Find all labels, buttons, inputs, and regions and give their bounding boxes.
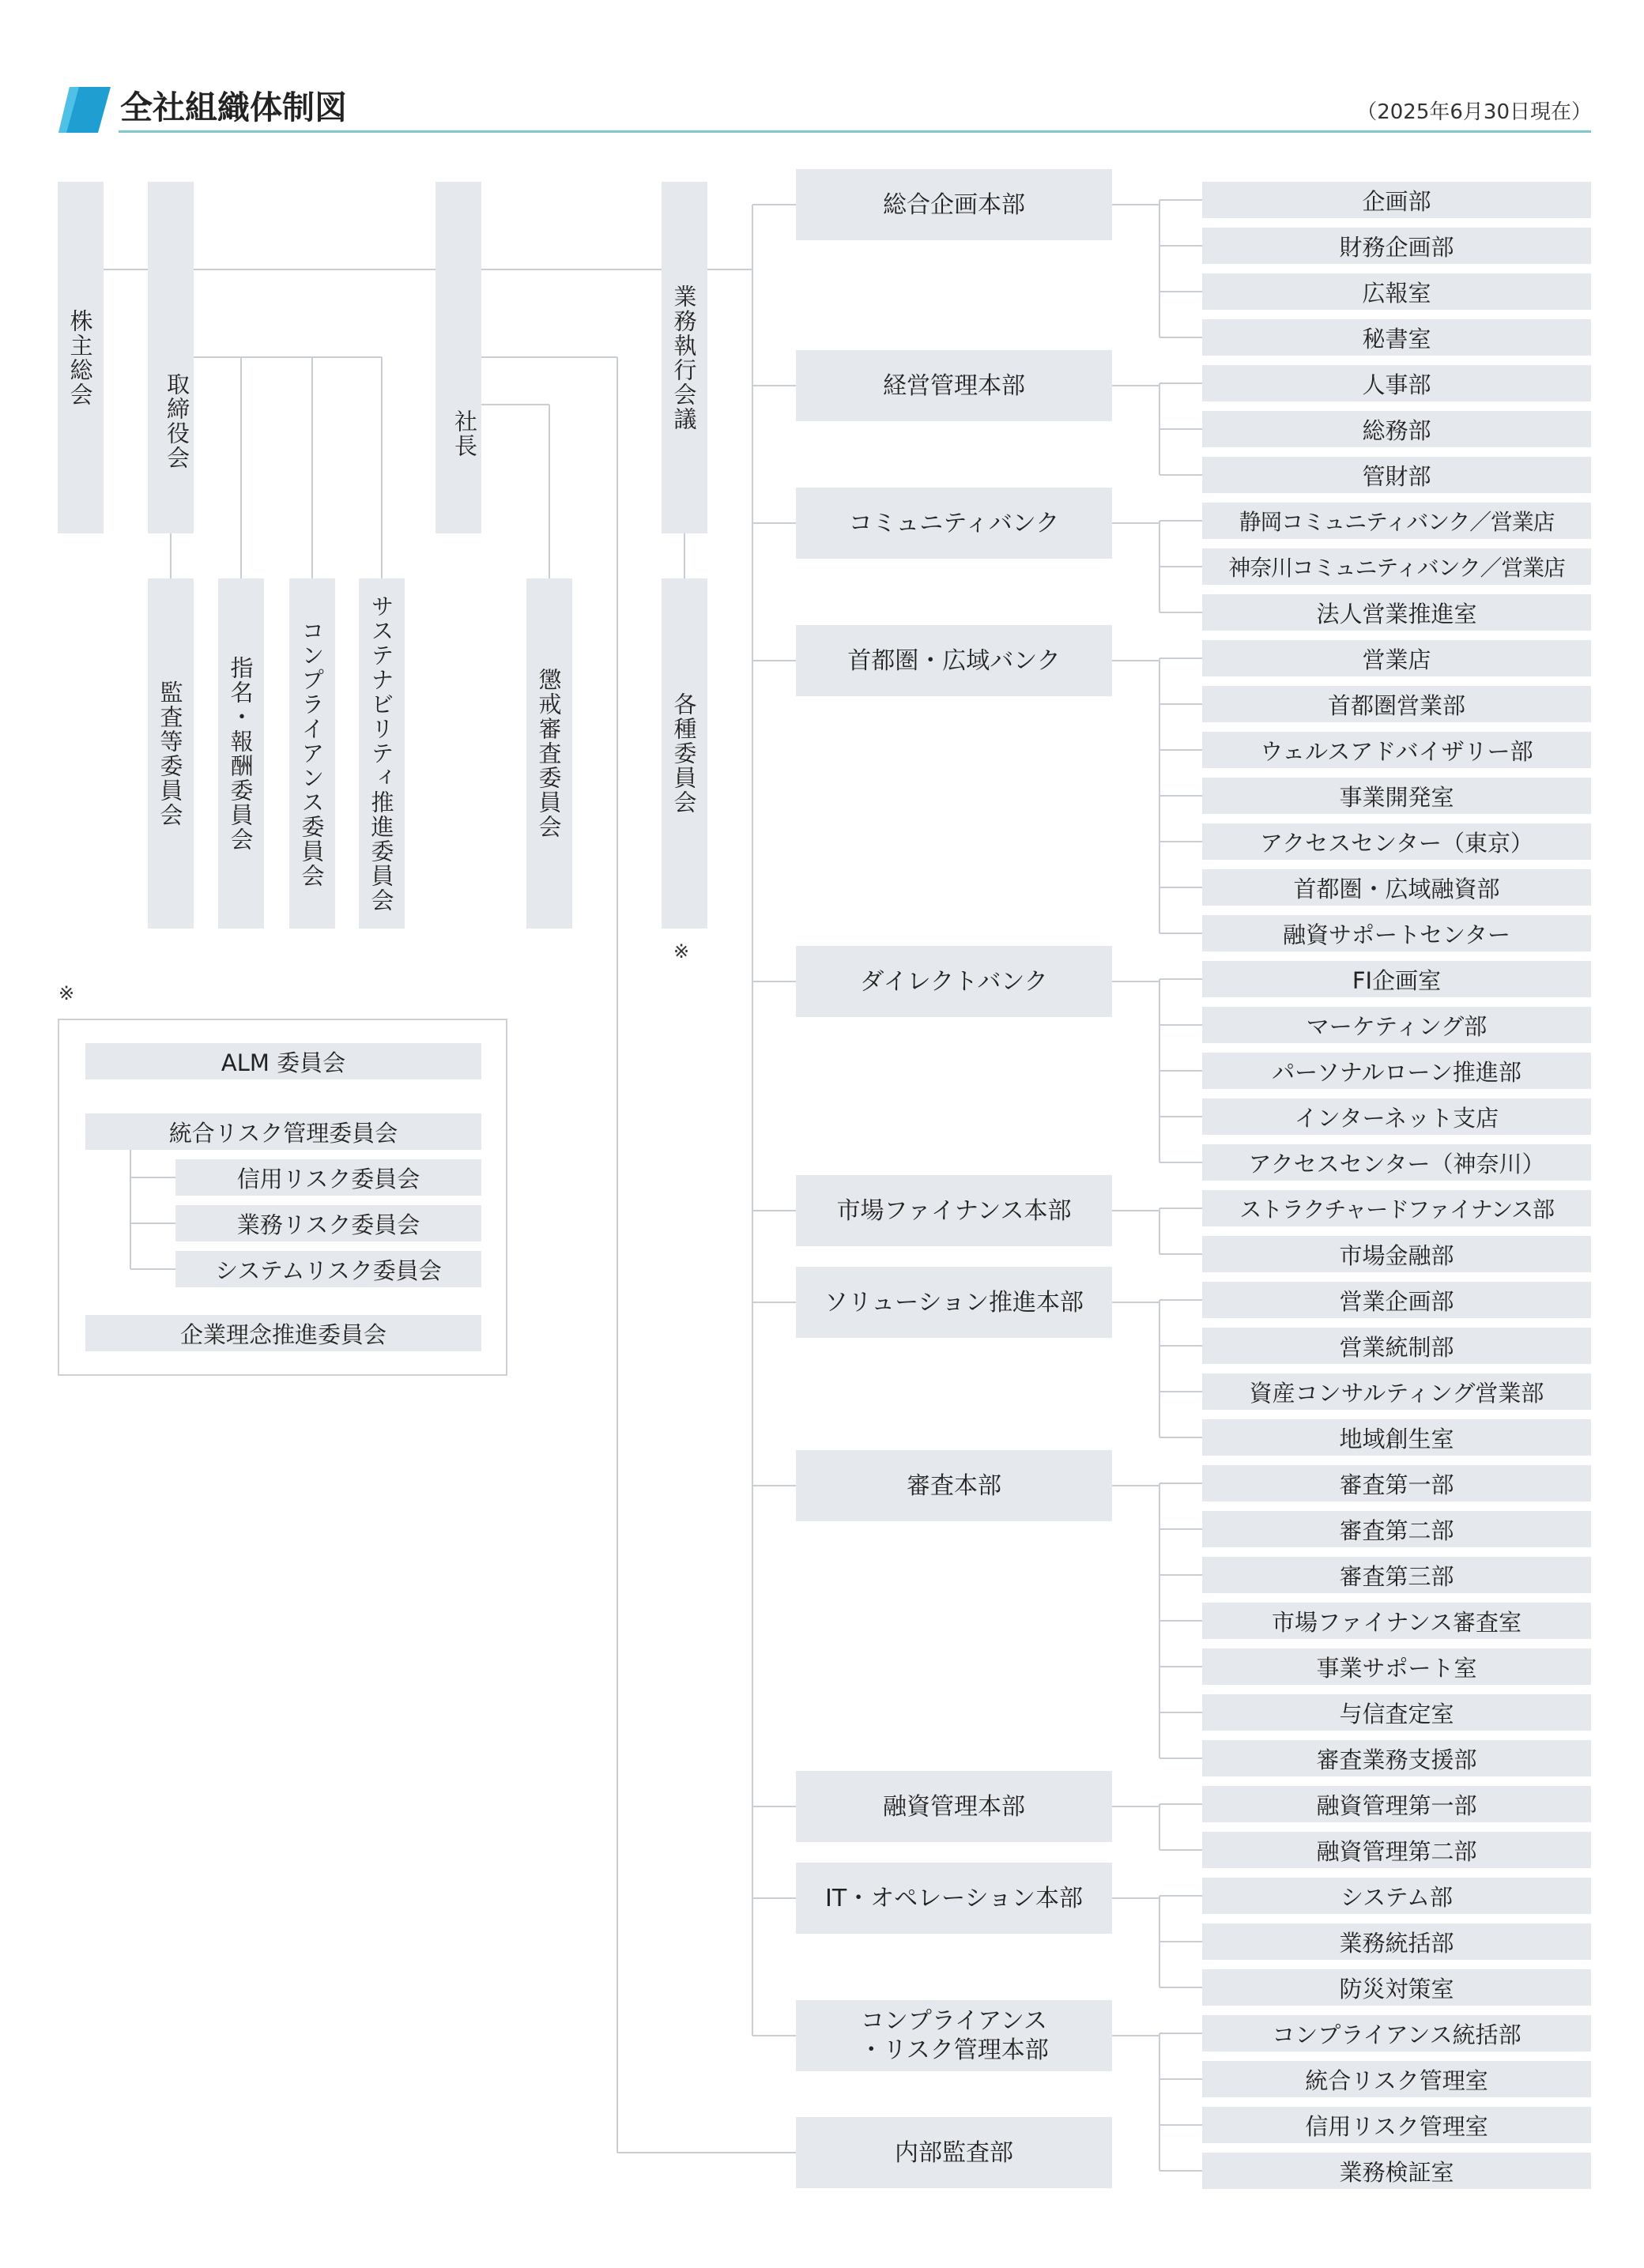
sub-dept: 法人営業推進室 bbox=[1202, 594, 1591, 631]
sub-dept: 営業統制部 bbox=[1202, 1328, 1591, 1364]
board-committee-sustainability: サステナビリティ推進委員会 bbox=[359, 578, 405, 929]
division-market-finance: 市場ファイナンス本部 bbox=[796, 1175, 1112, 1246]
sub-dept: ストラクチャードファイナンス部 bbox=[1202, 1190, 1591, 1226]
sub-dept: アクセスセンター（東京） bbox=[1202, 823, 1591, 860]
sub-dept: コンプライアンス統括部 bbox=[1202, 2015, 1591, 2051]
sub-dept: 静岡コミュニティバンク／営業店 bbox=[1202, 503, 1591, 539]
sub-dept: 人事部 bbox=[1202, 365, 1591, 401]
sub-dept: 広報室 bbox=[1202, 273, 1591, 310]
sub-dept: 神奈川コミュニティバンク／営業店 bbox=[1202, 548, 1591, 585]
sub-dept: 審査業務支援部 bbox=[1202, 1740, 1591, 1776]
sub-dept: 総務部 bbox=[1202, 411, 1591, 447]
sub-dept: システム部 bbox=[1202, 1878, 1591, 1914]
disciplinary-committee-box: 懲戒審査委員会 bbox=[526, 578, 572, 929]
title-mark-icon bbox=[58, 87, 111, 133]
various-committees-note: ※ bbox=[673, 940, 690, 963]
sub-dept: 防災対策室 bbox=[1202, 1969, 1591, 2006]
sub-dept: FI企画室 bbox=[1202, 961, 1591, 997]
sub-dept: アクセスセンター（神奈川） bbox=[1202, 1144, 1591, 1181]
sub-dept: 市場ファイナンス審査室 bbox=[1202, 1603, 1591, 1639]
sub-dept: 営業企画部 bbox=[1202, 1282, 1591, 1318]
sub-dept: ウェルスアドバイザリー部 bbox=[1202, 732, 1591, 768]
sub-dept: 市場金融部 bbox=[1202, 1236, 1591, 1272]
sub-dept: 業務検証室 bbox=[1202, 2153, 1591, 2189]
sub-dept: 業務統括部 bbox=[1202, 1923, 1591, 1960]
division-management: 経営管理本部 bbox=[796, 350, 1112, 421]
sub-dept: 事業サポート室 bbox=[1202, 1648, 1591, 1685]
sub-dept: マーケティング部 bbox=[1202, 1007, 1591, 1043]
sub-dept: 地域創生室 bbox=[1202, 1419, 1591, 1456]
system-risk-committee: システムリスク委員会 bbox=[175, 1251, 481, 1287]
operational-risk-committee: 業務リスク委員会 bbox=[175, 1205, 481, 1241]
sub-dept: 営業店 bbox=[1202, 640, 1591, 676]
alm-committee: ALM 委員会 bbox=[85, 1043, 481, 1079]
risk-committees-note: ※ bbox=[58, 982, 75, 1004]
division-loan-management: 融資管理本部 bbox=[796, 1771, 1112, 1842]
sub-dept: 融資サポートセンター bbox=[1202, 915, 1591, 951]
title-underline bbox=[119, 130, 1591, 133]
various-committees-box: 各種委員会 bbox=[662, 578, 707, 929]
sub-dept: 管財部 bbox=[1202, 457, 1591, 493]
sub-dept: パーソナルローン推進部 bbox=[1202, 1053, 1591, 1089]
as-of-date: （2025年6月30日現在） bbox=[1356, 100, 1592, 124]
division-general-planning: 総合企画本部 bbox=[796, 169, 1112, 240]
sub-dept: 融資管理第二部 bbox=[1202, 1832, 1591, 1868]
division-internal-audit: 内部監査部 bbox=[796, 2117, 1112, 2188]
division-community-bank: コミュニティバンク bbox=[796, 488, 1112, 559]
board-committee-nomination: 指名・報酬委員会 bbox=[218, 578, 264, 929]
sub-dept: 秘書室 bbox=[1202, 319, 1591, 356]
president-box: 社長 bbox=[436, 182, 481, 533]
sub-dept: 統合リスク管理室 bbox=[1202, 2061, 1591, 2097]
executive-committee-box: 業務執行会議 bbox=[662, 182, 707, 533]
sub-dept: 与信査定室 bbox=[1202, 1694, 1591, 1731]
shareholders-box: 株主総会 bbox=[58, 182, 104, 533]
sub-dept: 財務企画部 bbox=[1202, 228, 1591, 264]
division-credit-review: 審査本部 bbox=[796, 1450, 1112, 1521]
division-compliance-risk: コンプライアンス ・リスク管理本部 bbox=[796, 2000, 1112, 2071]
sub-dept: インターネット支店 bbox=[1202, 1098, 1591, 1135]
sub-dept: 企画部 bbox=[1202, 182, 1591, 218]
sub-dept: 事業開発室 bbox=[1202, 778, 1591, 814]
board-committee-compliance: コンプライアンス委員会 bbox=[289, 578, 335, 929]
sub-dept: 首都圏・広域融資部 bbox=[1202, 869, 1591, 906]
sub-dept: 首都圏営業部 bbox=[1202, 686, 1591, 722]
corporate-philosophy-committee: 企業理念推進委員会 bbox=[85, 1315, 481, 1351]
credit-risk-committee: 信用リスク委員会 bbox=[175, 1159, 481, 1196]
page-title: 全社組織体制図 bbox=[120, 89, 347, 126]
sub-dept: 審査第二部 bbox=[1202, 1511, 1591, 1547]
integrated-risk-committee: 統合リスク管理委員会 bbox=[85, 1113, 481, 1150]
division-metropolitan-bank: 首都圏・広域バンク bbox=[796, 625, 1112, 696]
sub-dept: 資産コンサルティング営業部 bbox=[1202, 1373, 1591, 1410]
board-committee-audit: 監査等委員会 bbox=[148, 578, 194, 929]
sub-dept: 審査第一部 bbox=[1202, 1465, 1591, 1501]
division-direct-bank: ダイレクトバンク bbox=[796, 946, 1112, 1017]
sub-dept: 信用リスク管理室 bbox=[1202, 2107, 1591, 2143]
board-box: 取締役会 bbox=[148, 182, 194, 533]
division-solution-promotion: ソリューション推進本部 bbox=[796, 1267, 1112, 1338]
sub-dept: 融資管理第一部 bbox=[1202, 1786, 1591, 1822]
division-it-operations: IT・オペレーション本部 bbox=[796, 1863, 1112, 1934]
sub-dept: 審査第三部 bbox=[1202, 1557, 1591, 1593]
